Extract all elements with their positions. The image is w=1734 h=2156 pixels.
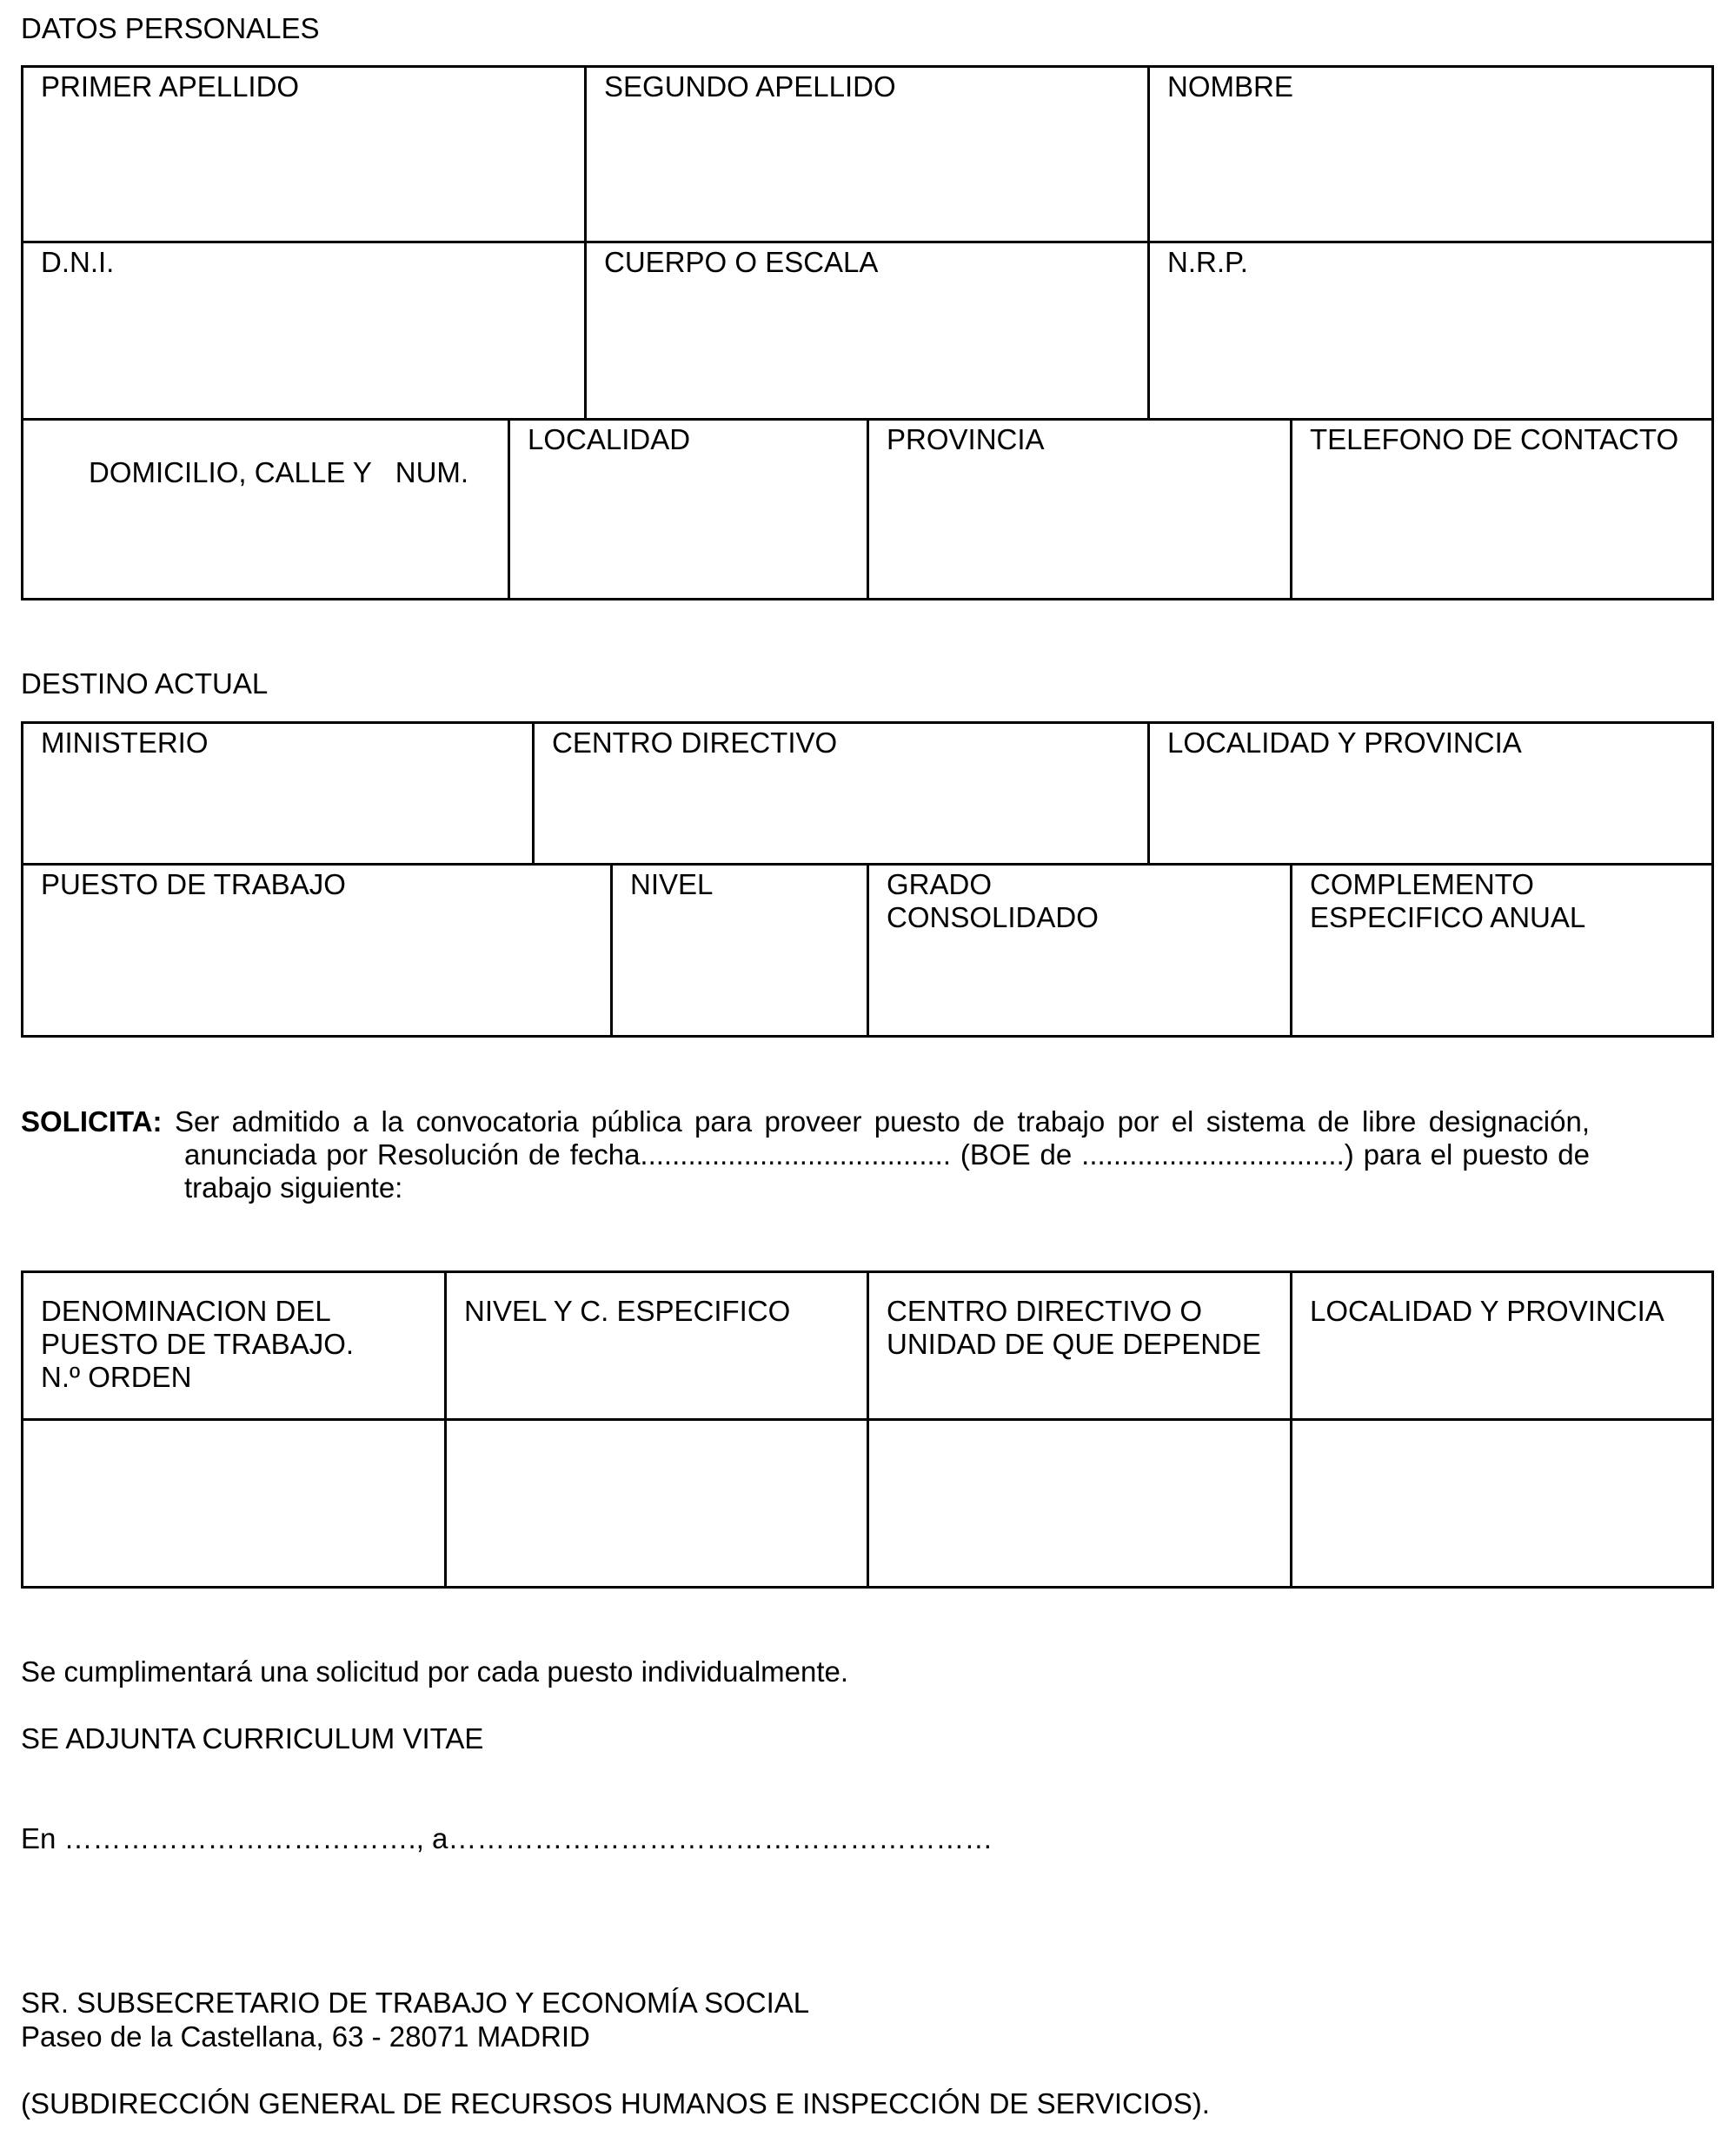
label-ministerio: MINISTERIO: [41, 726, 209, 759]
label-complemento-especifico: COMPLEMENTO ESPECIFICO ANUAL: [1310, 868, 1586, 933]
label-primer-apellido: PRIMER APELLIDO: [41, 70, 300, 103]
adjunta-curriculum: SE ADJUNTA CURRICULUM VITAE: [21, 1722, 484, 1755]
field-nivel[interactable]: [613, 866, 869, 1035]
label-segundo-apellido: SEGUNDO APELLIDO: [604, 70, 896, 103]
field-nrp[interactable]: [1150, 243, 1711, 418]
label-localidad: LOCALIDAD: [528, 423, 691, 455]
subdireccion: (SUBDIRECCIÓN GENERAL DE RECURSOS HUMANOS E INSPECCIÓN DE SERVICIOS).: [21, 2087, 1210, 2120]
field-localidad-provincia[interactable]: [1150, 724, 1711, 863]
field-telefono[interactable]: [1292, 421, 1711, 598]
personal-data-table: [21, 65, 1714, 600]
field-cuerpo-escala[interactable]: [587, 243, 1150, 418]
label-nivel-especifico: NIVEL Y C. ESPECIFICO: [464, 1295, 791, 1327]
solicita-line-3: trabajo siguiente:: [184, 1171, 403, 1204]
input-denominacion[interactable]: [23, 1421, 447, 1586]
destino-row-2: [23, 866, 1711, 1035]
field-centro-directivo[interactable]: [535, 724, 1150, 863]
field-nombre[interactable]: [1150, 68, 1711, 241]
puesto-entry-row: [23, 1421, 1711, 1586]
personal-row-1: [23, 68, 1711, 243]
solicita-line-2: anunciada por Resolución de fecha....................................... (BOE de .................................) para el puesto de: [184, 1138, 1590, 1171]
label-domicilio: DOMICILIO, CALLE Y NUM.: [89, 456, 469, 488]
personal-row-3: [23, 421, 1711, 598]
label-nrp: N.R.P.: [1167, 246, 1248, 278]
header-nivel-especifico: [447, 1273, 869, 1418]
label-localidad-provincia: LOCALIDAD Y PROVINCIA: [1167, 726, 1522, 759]
field-ministerio[interactable]: [23, 724, 535, 863]
solicita-label: SOLICITA:: [21, 1105, 163, 1138]
header-centro-unidad: [869, 1273, 1292, 1418]
destino-table: [21, 721, 1714, 1038]
solicita-line-1: Ser admitido a la convocatoria pública para proveer puesto de trabajo por el sistema de libre designación,: [174, 1105, 1590, 1138]
field-complemento-especifico[interactable]: [1292, 866, 1711, 1035]
field-dni[interactable]: [23, 243, 587, 418]
label-puesto-localidad-provincia: LOCALIDAD Y PROVINCIA: [1310, 1295, 1664, 1327]
label-dni: D.N.I.: [41, 246, 115, 278]
section-title-personal: DATOS PERSONALES: [21, 12, 320, 44]
header-localidad-provincia: [1292, 1273, 1711, 1418]
note-una-solicitud: Se cumplimentará una solicitud por cada puesto individualmente.: [21, 1655, 849, 1688]
solicita-paragraph: [21, 1105, 1590, 1204]
personal-row-2: [23, 243, 1711, 421]
label-telefono: TELEFONO DE CONTACTO: [1310, 423, 1679, 455]
direccion: Paseo de la Castellana, 63 - 28071 MADRID: [21, 2020, 590, 2053]
field-grado-consolidado[interactable]: [869, 866, 1292, 1035]
label-nombre: NOMBRE: [1167, 70, 1293, 103]
puesto-header-row: [23, 1273, 1711, 1421]
puesto-solicitado-table: [21, 1270, 1714, 1589]
input-localidad-provincia[interactable]: [1292, 1421, 1711, 1586]
field-puesto-trabajo[interactable]: [23, 866, 613, 1035]
label-cuerpo-escala: CUERPO O ESCALA: [604, 246, 879, 278]
destinatario: SR. SUBSECRETARIO DE TRABAJO Y ECONOMÍA SOCIAL: [21, 1987, 810, 2019]
input-nivel-especifico[interactable]: [447, 1421, 869, 1586]
label-grado-consolidado: GRADO CONSOLIDADO: [887, 868, 1099, 933]
label-centro-directivo: CENTRO DIRECTIVO: [552, 726, 838, 759]
header-denominacion: [23, 1273, 447, 1418]
label-puesto-trabajo: PUESTO DE TRABAJO: [41, 868, 346, 900]
label-denominacion: DENOMINACION DEL PUESTO DE TRABAJO. N.º ORDEN: [41, 1295, 355, 1393]
field-localidad[interactable]: [510, 421, 869, 598]
label-nivel: NIVEL: [630, 868, 714, 900]
field-primer-apellido[interactable]: [23, 68, 587, 241]
input-centro-unidad[interactable]: [869, 1421, 1292, 1586]
field-provincia[interactable]: [869, 421, 1292, 598]
label-centro-unidad: CENTRO DIRECTIVO O UNIDAD DE QUE DEPENDE: [887, 1295, 1261, 1360]
field-segundo-apellido[interactable]: [587, 68, 1150, 241]
lugar-fecha-line[interactable]: En ………………………………., a…………………………………………………: [21, 1822, 993, 1854]
section-title-destino: DESTINO ACTUAL: [21, 667, 269, 700]
field-domicilio[interactable]: [23, 421, 510, 598]
label-provincia: PROVINCIA: [887, 423, 1045, 455]
destino-row-1: [23, 724, 1711, 866]
